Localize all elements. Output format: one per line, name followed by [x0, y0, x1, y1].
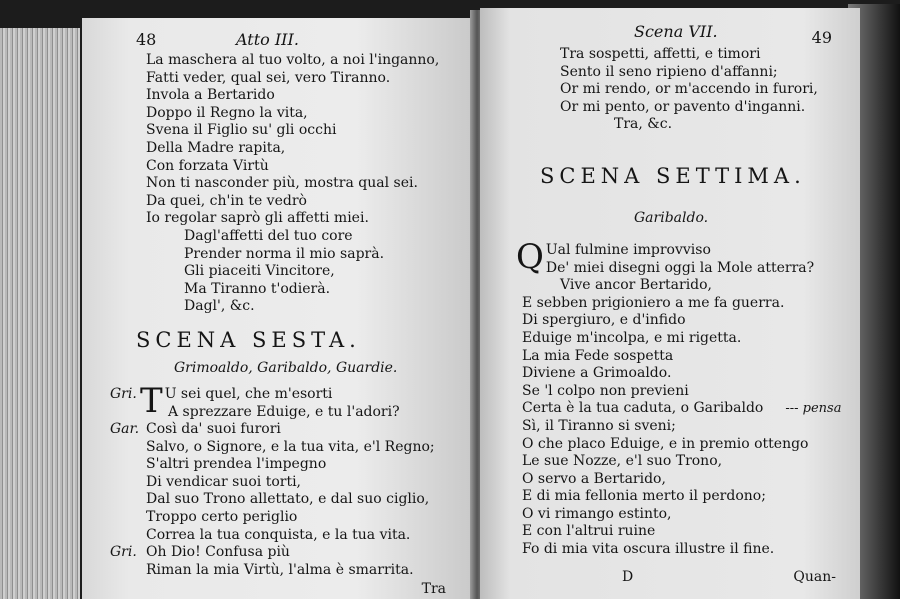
speech-line: E di mia fellonia merto il perdono;	[522, 488, 766, 505]
verse-block	[522, 46, 846, 134]
verse-line: Sento il seno ripieno d'affanni;	[560, 63, 778, 80]
speech-line: S'altri prendea l'impegno	[146, 456, 327, 473]
verse-line: Tra, &c.	[614, 116, 673, 133]
verse-line: Della Madre rapita,	[146, 139, 286, 156]
signature-mark: D	[622, 568, 634, 585]
stage-direction: --- pensa	[785, 401, 842, 417]
cast-list: Garibaldo.	[634, 209, 709, 226]
right-page	[480, 8, 860, 599]
verse-line: Fatti veder, qual sei, vero Tiranno.	[146, 69, 391, 86]
speech-line: Se 'l colpo non previeni	[522, 382, 689, 399]
speech-line: Troppo certo periglio	[146, 509, 298, 526]
speech-line: Diviene a Grimoaldo.	[522, 365, 672, 382]
speech-line: Di spergiuro, e d'infido	[522, 312, 686, 329]
speech-line: Le sue Nozze, e'l suo Trono,	[522, 453, 723, 470]
speech-line: U sei quel, che m'esorti	[164, 385, 333, 402]
speech	[110, 380, 456, 421]
speech-line: Così da' suoi furori	[146, 421, 281, 438]
page-footer	[522, 569, 846, 585]
verse-line: Tra sospetti, affetti, e timori	[560, 46, 761, 62]
verse-line: Io regolar saprò gli affetti miei.	[146, 210, 369, 227]
speech-line: La mia Fede sospetta	[522, 347, 674, 364]
verse-line: Invola a Bertarido	[146, 87, 275, 104]
page-edges-left	[0, 28, 80, 599]
aria-block	[146, 228, 456, 316]
catchword: Quan-	[793, 568, 836, 585]
speech-line: Di vendicar suoi torti,	[146, 473, 301, 490]
speech-line: Correa la tua conquista, e la tua vita.	[146, 526, 411, 543]
verse-line: Or mi pento, or pavento d'inganni.	[560, 98, 806, 115]
speech-line: Ual fulmine improvviso	[545, 241, 711, 258]
cast-list: Grimoaldo, Garibaldo, Guardie.	[174, 359, 398, 376]
verse-line: Da quei, ch'in te vedrò	[146, 192, 307, 209]
verse-line: Svena il Figlio su' gli occhi	[146, 122, 337, 139]
speech-line: A sprezzare Eduige, e tu l'adori?	[168, 403, 400, 420]
monologue	[516, 236, 846, 559]
running-head: Atto III.	[236, 30, 299, 49]
verse-line: Doppo il Regno la vita,	[146, 104, 308, 121]
scene-title: SCENA SESTA.	[136, 327, 361, 352]
verse-line: Or mi rendo, or m'accendo in furori,	[560, 81, 818, 98]
speech-line: Riman la mia Virtù, l'alma è smarrita.	[146, 561, 414, 578]
speech-line: O vi rimango estinto,	[522, 505, 672, 522]
verse-line: Non ti nasconder più, mostra qual sei.	[146, 175, 418, 192]
catchword: Tra	[421, 581, 446, 598]
speech-line: Oh Dio! Confusa più	[146, 544, 290, 561]
left-page	[82, 18, 474, 599]
aria-line: Gli piaceiti Vincitore,	[184, 263, 335, 280]
speech-line: Sì, il Tiranno si sveni;	[522, 417, 676, 434]
aria-line: Dagl', &c.	[184, 298, 255, 315]
speech-line: O che placo Eduige, e in premio ottengo	[522, 435, 809, 452]
running-head: Scena VII.	[634, 22, 718, 41]
speech-line: O servo a Bertarido,	[522, 470, 666, 487]
speech-line: Vive ancor Bertarido,	[560, 277, 713, 294]
page-number: 48	[136, 30, 157, 49]
drop-cap: Q	[516, 236, 544, 277]
page-number: 49	[811, 28, 832, 47]
right-page-header	[522, 24, 846, 46]
speech-line: E con l'altrui ruine	[522, 523, 656, 540]
speaker-label: Gri.	[110, 544, 137, 561]
verse-block	[146, 52, 456, 228]
speech-line: De' miei disegni oggi la Mole atterra?	[545, 259, 815, 276]
aria-line: Dagl'affetti del tuo core	[184, 227, 353, 244]
scene-title: SCENA SETTIMA.	[540, 163, 806, 188]
drop-cap: T	[140, 380, 163, 421]
speech-line: Salvo, o Signore, e la tua vita, e'l Regno;	[146, 438, 435, 455]
speech-line: E sebben prigioniero a me fa guerra.	[522, 294, 785, 311]
left-page-header	[136, 30, 456, 52]
aria-line: Ma Tiranno t'odierà.	[184, 280, 331, 297]
speaker-label: Gri.	[110, 385, 137, 402]
speaker-label: Gar.	[110, 421, 140, 438]
speech-line	[522, 400, 846, 418]
speech-line: Dal suo Trono allettato, e dal suo ciglio,	[146, 491, 430, 508]
speech	[110, 544, 456, 579]
aria-line: Prender norma il mio saprà.	[184, 245, 385, 262]
verse-line: Con forzata Virtù	[146, 157, 269, 174]
speech	[110, 421, 456, 544]
verse-line: La maschera al tuo volto, a noi l'inganno,	[146, 52, 440, 68]
speech-line-text: Certa è la tua caduta, o Garibaldo	[522, 400, 764, 417]
speech-line: Eduige m'incolpa, e mi rigetta.	[522, 329, 742, 346]
speech-line: Fo di mia vita oscura illustre il fine.	[522, 541, 775, 558]
